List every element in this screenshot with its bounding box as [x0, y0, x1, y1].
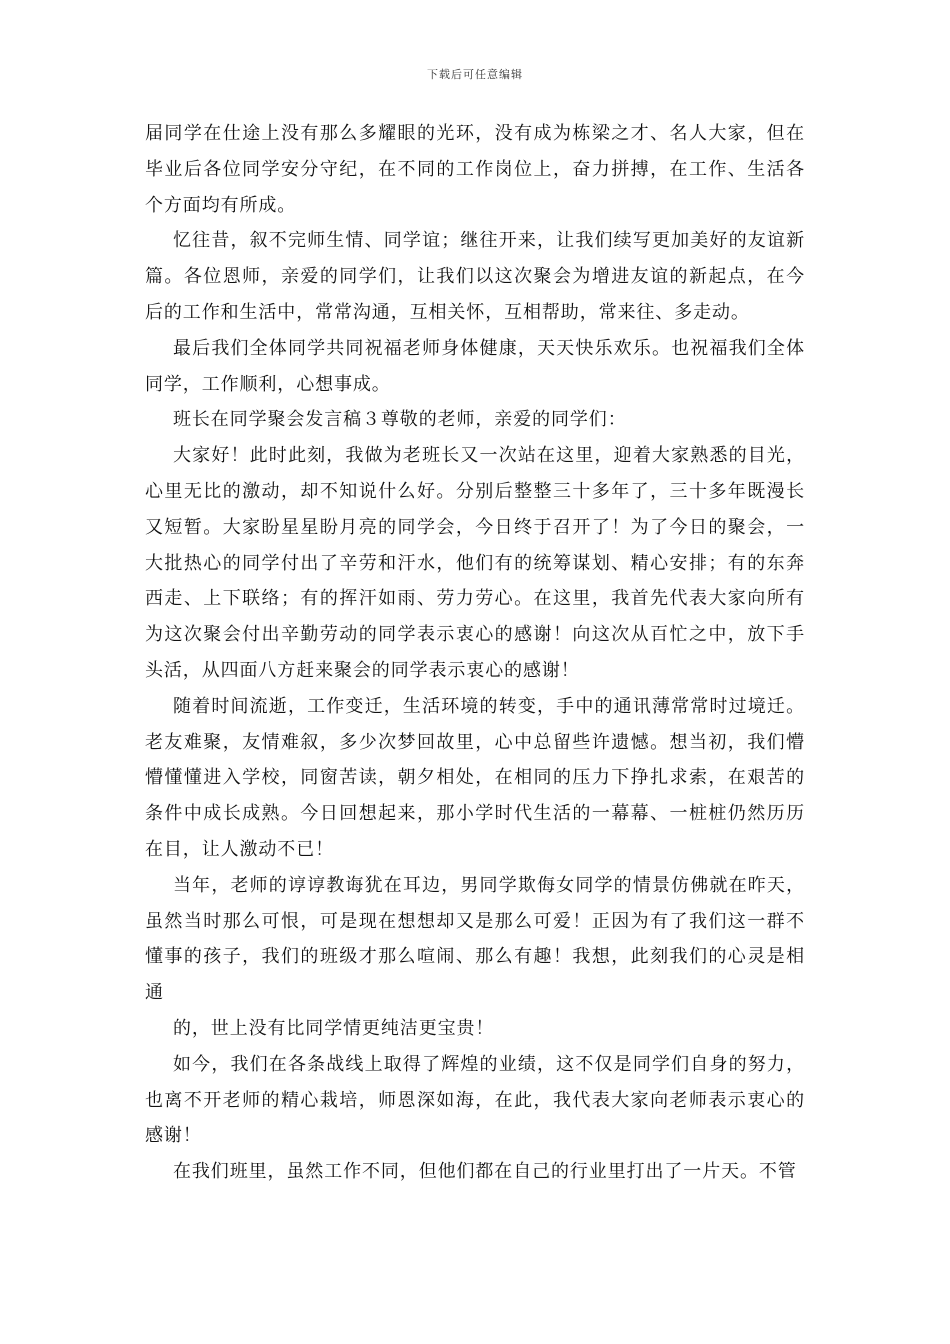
document-body	[145, 116, 805, 1190]
paragraph: 的，世上没有比同学情更纯洁更宝贵！	[173, 1017, 495, 1039]
page-header-note: 下载后可任意编辑	[427, 68, 523, 81]
paragraph: 在我们班里，虽然工作不同，但他们都在自己的行业里打出了一片天。不管	[173, 1161, 797, 1183]
paragraph: 大家好！此时此刻，我做为老班长又一次站在这里，迎着大家熟悉的目光，心里无比的激动，却不知说什么好。分别后整整三十多年了，三十多年既漫长又短暂。大家盼星星盼月亮的同学会，今日终于召开了！为了今日的聚会，一大批热心的同学付出了辛劳和汗水，他们有的统筹谋划、精心安排；有的东奔西走、上下联络；有的挥汗如雨、劳力劳心。在这里，我首先代表大家向所有为这次聚会付出辛勤劳动的同学表示衷心的感谢！向这次从百忙之中，放下手头活，从四面八方赶来聚会的同学表示衷心的感谢！	[145, 445, 805, 681]
paragraph: 最后我们全体同学共同祝福老师身体健康，天天快乐欢乐。也祝福我们全体同学，工作顺利，心想事成。	[145, 337, 805, 395]
paragraph: 届同学在仕途上没有那么多耀眼的光环，没有成为栋梁之才、名人大家，但在毕业后各位同学安分守纪，在不同的工作岗位上，奋力拼搏，在工作、生活各个方面均有所成。	[145, 123, 805, 216]
paragraph: 当年，老师的谆谆教诲犹在耳边，男同学欺侮女同学的情景仿佛就在昨天，虽然当时那么可恨，可是现在想想却又是那么可爱！正因为有了我们这一群不懂事的孩子，我们的班级才那么喧闹、那么有趣！我想，此刻我们的心灵是相通	[145, 874, 805, 1004]
paragraph: 随着时间流逝，工作变迁，生活环境的转变，手中的通讯薄常常时过境迁。老友难聚，友情难叙，多少次梦回故里，心中总留些许遗憾。想当初，我们懵懵懂懂进入学校，同窗苦读，朝夕相处，在相同的压力下挣扎求索，在艰苦的条件中成长成熟。今日回想起来，那小学时代生活的一幕幕、一桩桩仍然历历在目，让人激动不已！	[145, 695, 805, 860]
paragraph: 忆往昔，叙不完师生情、同学谊；继往开来，让我们续写更加美好的友谊新篇。各位恩师，亲爱的同学们，让我们以这次聚会为增进友谊的新起点，在今后的工作和生活中，常常沟通，互相关怀，互相帮助，常来往、多走动。	[145, 230, 805, 323]
paragraph: 班长在同学聚会发言稿３尊敬的老师，亲爱的同学们：	[173, 409, 627, 431]
paragraph: 如今，我们在各条战线上取得了辉煌的业绩，这不仅是同学们自身的努力，也离不开老师的精心栽培，师恩深如海，在此，我代表大家向老师表示衷心的感谢！	[145, 1053, 805, 1147]
